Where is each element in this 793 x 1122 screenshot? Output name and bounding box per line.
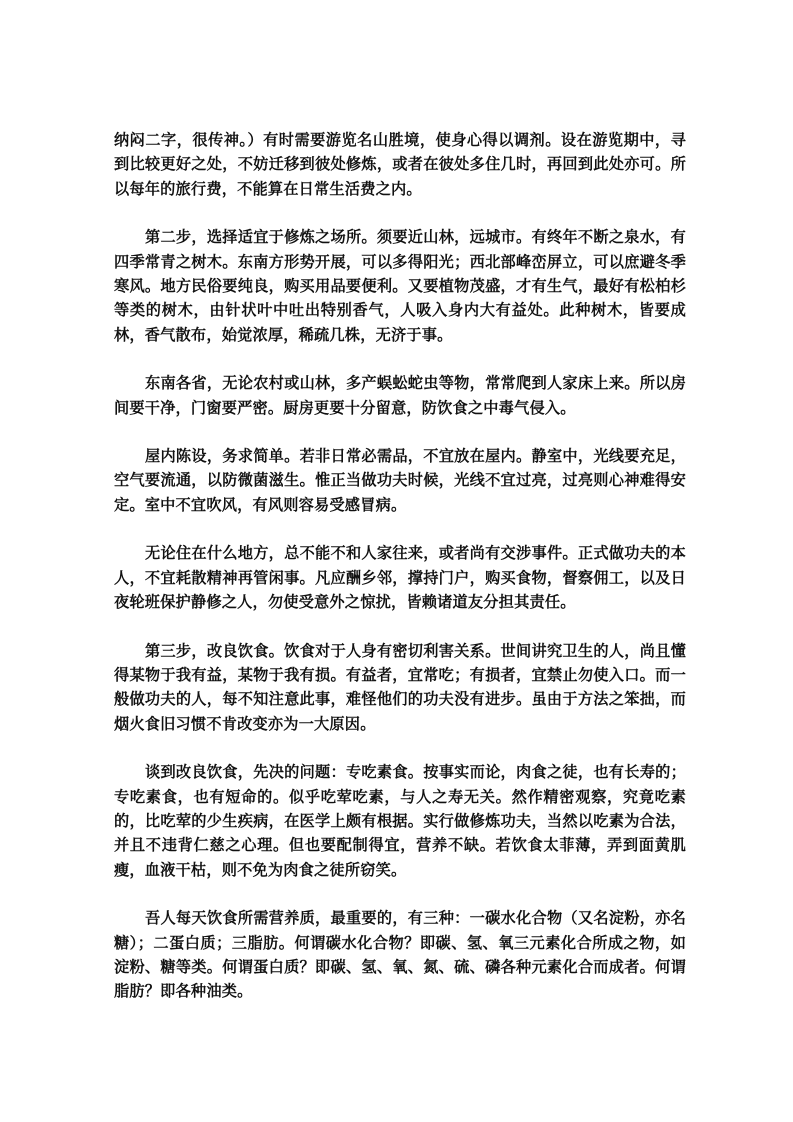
paragraph-2: 第二步，选择适宜于修炼之场所。须要近山林，远城市。有终年不断之泉水，有四季常青之树木。东南方形势开展，可以多得阳光；西北部峰峦屏立，可以庶避冬季寒风。地方民俗要纯良，购买用品要便利。又要植物茂盛，才有生气，最好有松柏杉等类的树木，由针状叶中吐出特别香气，人吸入身内大有益处。此种树木，皆要成林，香气散布，始觉浓厚，稀疏几株，无济于事。: [114, 228, 686, 344]
document-body: [114, 128, 686, 1028]
paragraph-4: 屋内陈设，务求简单。若非日常必需品，不宜放在屋内。静室中，光线要充足，空气要流通，以防微菌滋生。惟正当做功夫时候，光线不宜过亮，过亮则心神难得安定。室中不宜吹风，有风则容易受感冒病。: [114, 447, 686, 514]
paragraph-3: 东南各省，无论农村或山林，多产蜈蚣蛇虫等物，常常爬到人家床上来。所以房间要干净，门窗要严密。厨房更要十分留意，防饮食之中毒气侵入。: [114, 374, 686, 417]
paragraph-1: 纳闷二字，很传神。）有时需要游览名山胜境，使身心得以调剂。设在游览期中，寻到比较更好之处，不妨迁移到彼处修炼，或者在彼处多住几时，再回到此处亦可。所以每年的旅行费，不能算在日常生活费之内。: [114, 131, 686, 198]
paragraph-8: 吾人每天饮食所需营养质，最重要的，有三种：一碳水化合物（又名淀粉，亦名糖）；二蛋白质；三脂肪。何谓碳水化合物？即碳、氢、氧三元素化合所成之物，如淀粉、糖等类。何谓蛋白质？即碳、氢、氧、氮、硫、磷各种元素化合而成者。何谓脂肪？即各种油类。: [114, 909, 686, 1001]
paragraph-6: 第三步，改良饮食。饮食对于人身有密切利害关系。世间讲究卫生的人，尚且懂得某物于我有益，某物于我有损。有益者，宜常吃；有损者，宜禁止勿使入口。而一般做功夫的人，每不知注意此事，难怪他们的功夫没有进步。虽由于方法之笨拙，而烟火食旧习惯不肯改变亦为一大原因。: [114, 641, 686, 733]
paragraph-7: 谈到改良饮食，先决的问题：专吃素食。按事实而论，肉食之徒，也有长寿的；专吃素食，也有短命的。似乎吃荤吃素，与人之寿无关。然作精密观察，究竟吃素的，比吃荤的少生疾病，在医学上颇有根据。实行做修炼功夫，当然以吃素为合法，并且不违背仁慈之心理。但也要配制得宜，营养不缺。若饮食太菲薄，弄到面黄肌瘦，血液干枯，则不免为肉食之徒所窃笑。: [114, 763, 686, 879]
paragraph-5: 无论住在什么地方，总不能不和人家往来，或者尚有交涉事件。正式做功夫的本人，不宜耗散精神再管闲事。凡应酬乡邻，撑持门户，购买食物，督察佣工，以及日夜轮班保护静修之人，勿使受意外之惊扰，皆赖诸道友分担其责任。: [114, 544, 686, 612]
